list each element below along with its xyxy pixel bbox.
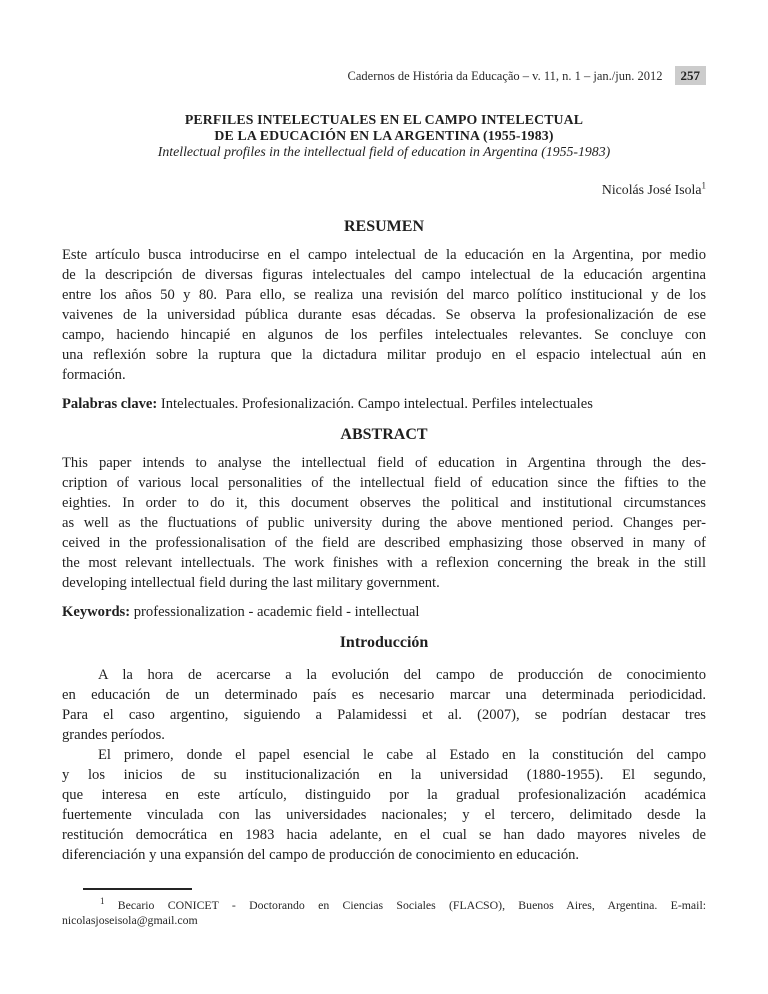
journal-name: Cadernos de História da Educação – v. 11, n. 1 – jan./jun. 2012 bbox=[347, 68, 663, 83]
text-line: y los inicios de su institucionalización en la universidad (1880-1955). El segundo, bbox=[62, 767, 706, 783]
text-line: diferenciación y una expansión del campo de producción de conocimiento en educación. bbox=[62, 847, 580, 863]
text-line: ceived in the professionalisation of the field are described emphasizing those observed in many of bbox=[62, 535, 706, 551]
text-line: El primero, donde el papel esencial le cabe al Estado en la constitución del campo bbox=[98, 747, 706, 763]
introduction-paragraph-2 bbox=[62, 745, 706, 865]
article-title-line-1: PERFILES INTELECTUALES EN EL CAMPO INTELECTUAL bbox=[184, 112, 584, 127]
introduction-heading: Introducción bbox=[339, 634, 429, 651]
footnote-separator-rule bbox=[83, 888, 192, 890]
journal-header bbox=[62, 66, 706, 85]
page-number-badge: 257 bbox=[675, 66, 707, 85]
resumen-paragraph bbox=[62, 245, 706, 385]
text-line: cription of various local personalities of the intellectual field of education since the fifties to the bbox=[62, 475, 706, 491]
text-line: eighties. In order to do it, this document observes the political and institutional circumstances bbox=[62, 495, 706, 511]
text-line: en educación de un determinado país es necesario marcar una determinada periodicidad. bbox=[62, 687, 706, 703]
footnote-body: Becario CONICET - Doctorando en Ciencias Sociales (FLACSO), Buenos Aires, Argentina. E-mail: bbox=[104, 898, 706, 912]
keywords-line bbox=[62, 602, 706, 622]
text-line: the most relevant intellectuals. The work finishes with a reflexion concerning the break in the still bbox=[62, 555, 706, 571]
text-line: This paper intends to analyse the intellectual field of education in Argentina through the des- bbox=[62, 455, 706, 471]
text-line: una reflexión sobre la ruptura que la dictadura militar produjo en el espacio intelectual aún en bbox=[62, 347, 706, 363]
footnote-ref-marker: 1 bbox=[100, 896, 105, 907]
keywords-text: professionalization - academic field - intellectual bbox=[130, 604, 420, 620]
keywords-label: Keywords: bbox=[62, 604, 131, 620]
article-title-line-2: DE LA EDUCACIÓN EN LA ARGENTINA (1955-1983) bbox=[214, 128, 554, 143]
text-line: formación. bbox=[62, 367, 126, 383]
footnote-text bbox=[62, 898, 706, 928]
article-title-translated: Intellectual profiles in the intellectual field of education in Argentina (1955-1983) bbox=[157, 144, 611, 159]
footnote-line-1 bbox=[62, 898, 706, 913]
text-line: Este artículo busca introducirse en el campo intelectual de la educación en la Argentina, por medio bbox=[62, 247, 706, 263]
author-name: Nicolás José Isola bbox=[601, 182, 702, 197]
text-line: entre los años 50 y 80. Para ello, se realiza una revisión del marco político institucional y de los bbox=[62, 287, 706, 303]
palabras-clave-label: Palabras clave: bbox=[62, 396, 158, 412]
text-line: vaivenes de la universidad pública durante esas décadas. Se observa la profesionalización de ese bbox=[62, 307, 706, 323]
author-line bbox=[62, 182, 706, 198]
footnote-area bbox=[62, 880, 706, 928]
resumen-heading: RESUMEN bbox=[343, 218, 424, 235]
text-line: de la descripción de diversas figuras intelectuales del campo intelectual de la educación argentina bbox=[62, 267, 706, 283]
palabras-clave-text: Intelectuales. Profesionalización. Campo intelectual. Perfiles intelectuales bbox=[157, 396, 593, 412]
text-line: developing intellectual field during the last military government. bbox=[62, 575, 440, 591]
abstract-paragraph bbox=[62, 453, 706, 593]
text-line: grandes períodos. bbox=[62, 727, 165, 743]
introduction-paragraph-1 bbox=[62, 665, 706, 745]
text-line: fuertemente vinculada con las universidades nacionales; y el tercero, delimitado desde la bbox=[62, 807, 706, 823]
palabras-clave-line bbox=[62, 394, 706, 414]
article-title-block bbox=[62, 112, 706, 160]
text-line: restitución democrática en 1983 hacia adelante, en el cual se han dado mayores niveles de bbox=[62, 827, 706, 843]
abstract-heading: ABSTRACT bbox=[340, 426, 428, 443]
text-line: A la hora de acercarse a la evolución del campo de producción de conocimiento bbox=[98, 667, 706, 683]
text-line: campo, haciendo hincapié en algunos de los perfiles intelectuales relevantes. Se concluye con bbox=[62, 327, 706, 343]
text-line: que interesa en este artículo, distinguido por la gradual profesionalización académica bbox=[62, 787, 706, 803]
footnote-email: nicolasjoseisola@gmail.com bbox=[62, 913, 198, 927]
text-line: Para el caso argentino, siguiendo a Palamidessi et al. (2007), se podrían destacar tres bbox=[62, 707, 706, 723]
text-line: as well as the fluctuations of public university during the above mentioned period. Changes per- bbox=[62, 515, 706, 531]
author-footnote-ref: 1 bbox=[701, 180, 706, 191]
